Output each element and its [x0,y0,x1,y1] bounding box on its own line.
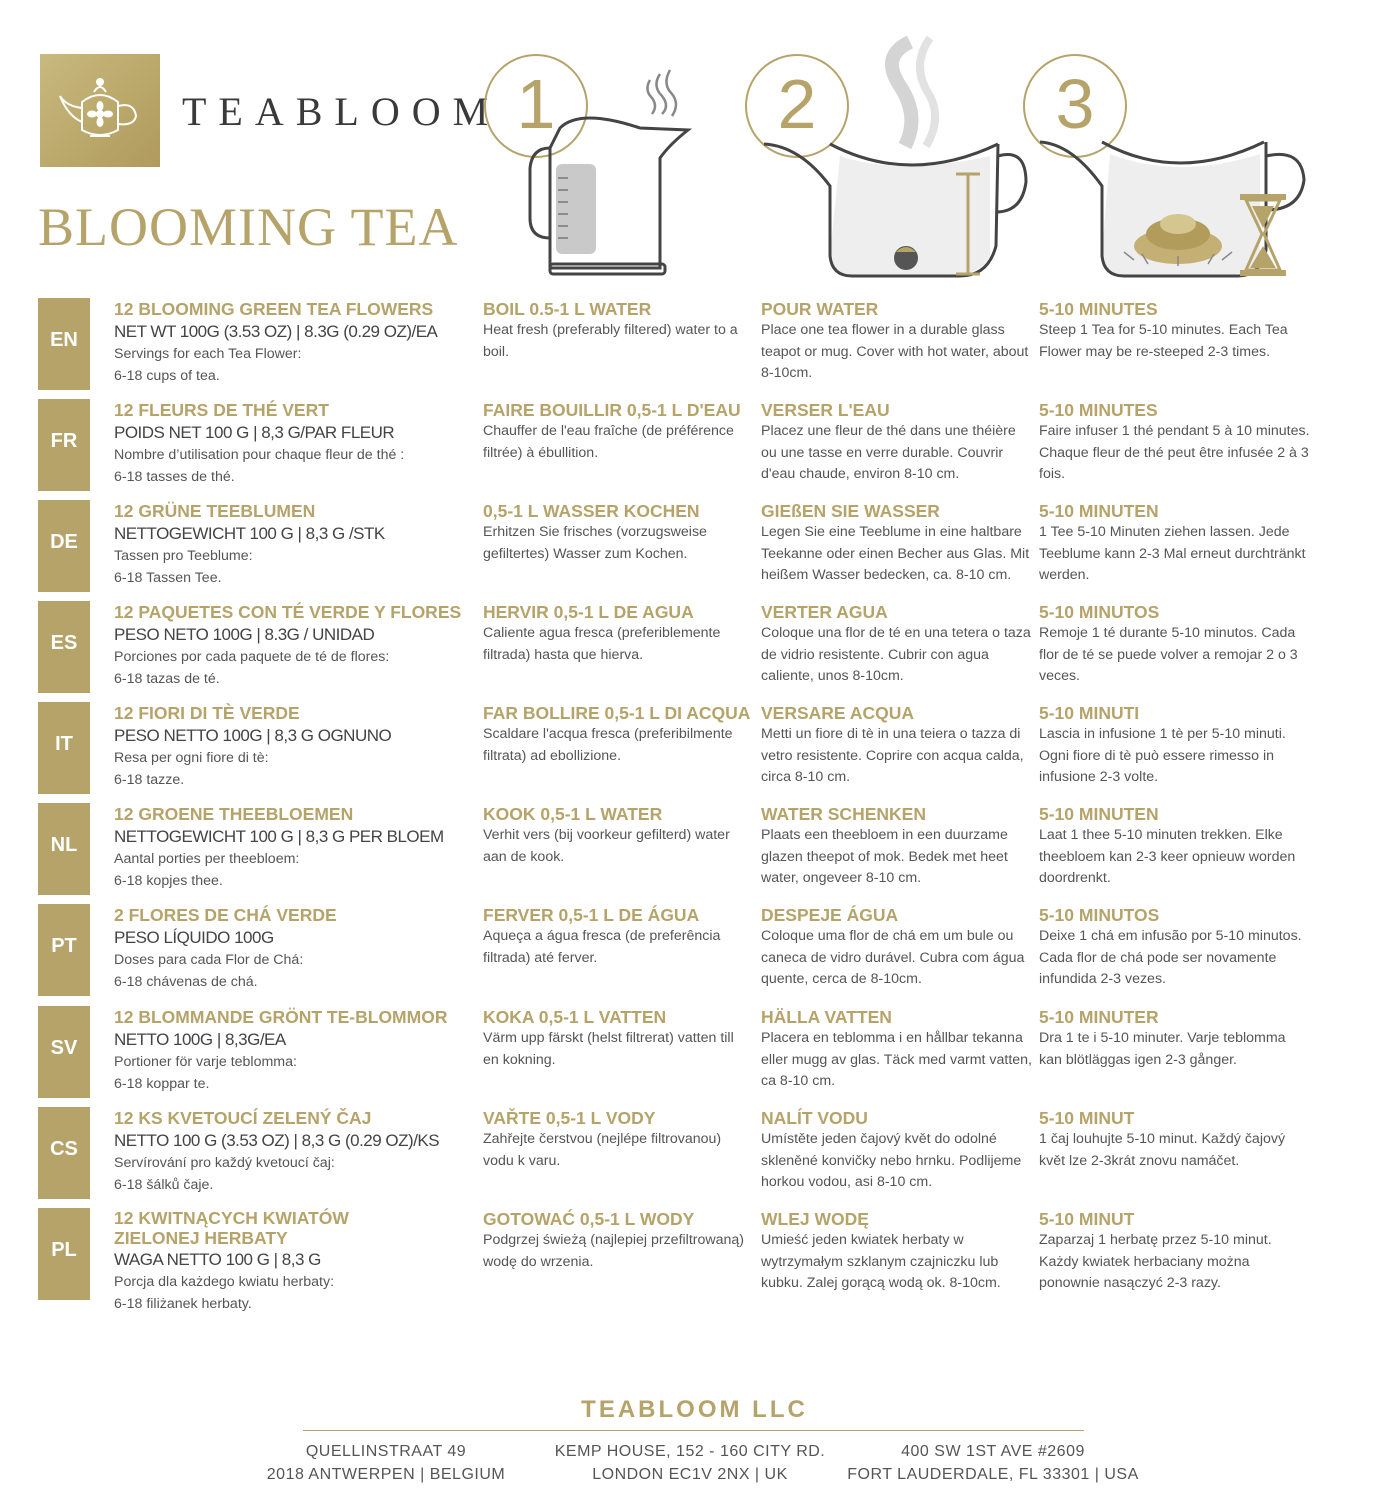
product-name: 2 FLORES DE CHÁ VERDE [114,905,337,925]
step-3-title: 5-10 MINUTES [1039,299,1158,319]
servings-label: Aantal porties per theebloem: [114,851,300,867]
step-1-cell [483,1006,753,1071]
net-weight: NETTO 100G | 8,3G/EA [114,1030,286,1049]
step-3-text: Steep 1 Tea for 5-10 minutes. Each Tea Flower may be re-steeped 2-3 times. [1039,322,1288,360]
address-line-1: KEMP HOUSE, 152 - 160 CITY RD. [554,1443,826,1460]
step-2-text: Umieść jeden kwiatek herbaty w wytrzymałym szklanym czajniczku lub kubku. Zalej gorącą wodą ok. 8-10cm. [761,1232,1001,1291]
row-it [0,702,1389,803]
product-info [114,399,464,488]
teapot-pour-icon [760,36,1030,281]
footer-divider [303,1430,1084,1431]
address-uk [540,1440,840,1486]
product-info [114,601,464,690]
net-weight: WAGA NETTO 100 G | 8,3 G [114,1250,321,1269]
servings-value: 6-18 chávenas de chá. [114,973,258,990]
step-2-cell [761,904,1033,991]
step-3-cell [1039,1107,1311,1172]
servings-label: Porcja dla każdego kwiatu herbaty: [114,1274,335,1290]
servings-label: Porciones por cada paquete de té de flores: [114,649,390,665]
step-3-cell [1039,601,1311,688]
teapot-logo-icon [54,72,146,148]
kettle-icon [520,68,695,283]
step-3-cell [1039,702,1311,789]
step-2-title: VERTER AGUA [761,602,888,622]
row-es [0,601,1389,702]
step-1-cell [483,298,753,363]
product-name: 12 PAQUETES CON TÉ VERDE Y FLORES [114,602,462,622]
step-2-text: Metti un fiore di tè in una teiera o tazza di vetro resistente. Coprire con acqua calda, circa 8-10 cm. [761,726,1024,785]
lang-badge [38,803,90,895]
step-2-text: Place one tea flower in a durable glass teapot or mug. Cover with hot water, about 8-10cm. [761,322,1029,381]
step-2-title: GIEßEN SIE WASSER [761,501,940,521]
lang-code: NL [50,834,78,856]
product-info [114,904,464,993]
net-weight: PESO NETTO 100G | 8,3 G OGNUNO [114,726,392,745]
step-3-cell [1039,500,1311,587]
step-1-title: VAŘTE 0,5-1 L VODY [483,1108,656,1128]
row-sv [0,1006,1389,1107]
lang-badge [38,298,90,390]
step-2-cell [761,1107,1033,1194]
step-2-title: HÄLLA VATTEN [761,1007,892,1027]
step-3-cell [1039,803,1311,890]
product-info [114,803,464,892]
step-2-title: NALÍT VODU [761,1108,868,1128]
servings-value: 6-18 koppar te. [114,1075,210,1092]
product-info [114,1006,464,1095]
product-name: 12 KWITNĄCYCH KWIATÓW ZIELONEJ HERBATY [114,1208,349,1248]
step-2-text: Umístěte jeden čajový květ do odolné skleněné konvičky nebo hrnku. Podlijeme horkou vodou, asi 8-10 cm. [761,1131,1022,1190]
step-2-number: 2 [777,65,817,143]
servings-value: 6-18 kopjes thee. [114,872,223,889]
step-1-cell [483,803,753,868]
step-1-text: Chauffer de l'eau fraîche (de préférence filtrée) à ébullition. [483,423,734,461]
product-name: 12 GRÜNE TEEBLUMEN [114,501,316,521]
row-pl [0,1208,1389,1328]
step-2-text: Coloque uma flor de chá em um bule ou caneca de vidro durável. Cubra com água quente, cerca de 8-10cm. [761,928,1025,987]
lang-badge [38,500,90,592]
product-name: 12 BLOOMING GREEN TEA FLOWERS [114,299,434,319]
address-line-1: QUELLINSTRAAT 49 [305,1443,467,1460]
row-fr [0,399,1389,500]
footer-company: TEABLOOM LLC [581,1396,808,1423]
servings-value: 6-18 filiżanek herbaty. [114,1295,252,1312]
lang-code: PT [51,935,77,957]
step-3-title: 5-10 MINUTOS [1039,905,1160,925]
step-3-text: 1 Tee 5-10 Minuten ziehen lassen. Jede Teeblume kann 2-3 Mal erneut durchtränkt werden. [1039,524,1306,583]
product-name: 12 BLOMMANDE GRÖNT TE-BLOMMOR [114,1007,448,1027]
step-3-number: 3 [1055,65,1095,143]
step-1-text: Verhit vers (bij voorkeur gefilterd) water aan de kook. [483,827,730,865]
step-1-cell [483,399,753,464]
product-info [114,702,464,791]
step-1-cell [483,702,753,767]
address-line-1: 400 SW 1ST AVE #2609 [901,1443,1085,1460]
address-line-2: 2018 ANTWERPEN | BELGIUM [266,1466,506,1483]
step-1-title: KOOK 0,5-1 L WATER [483,804,663,824]
step-3-cell [1039,399,1311,486]
step-2-cell [761,1006,1033,1093]
lang-badge [38,1208,90,1300]
product-name: 12 KS KVETOUCÍ ZELENÝ ČAJ [114,1108,372,1128]
net-weight: PESO LÍQUIDO 100G [114,928,274,947]
lang-code: CS [50,1138,78,1160]
step-1-text: Aqueça a água fresca (de preferência filtrada) até ferver. [483,928,721,966]
step-2-text: Plaats een theebloem in een duurzame glazen theepot of mok. Bedek met heet water, ongeveer 8-10 cm. [761,827,1008,886]
product-info [114,1208,464,1315]
lang-code: ES [50,632,78,654]
net-weight: NETTOGEWICHT 100 G | 8,3 G /STK [114,524,385,543]
step-2-text: Placera en teblomma i en hållbar tekanna eller mugg av glas. Täck med varmt vatten, ca 8-10 cm. [761,1030,1032,1089]
step-3-title: 5-10 MINUTER [1039,1007,1159,1027]
step-3-text: Laat 1 thee 5-10 minuten trekken. Elke theebloem kan 2-3 keer opnieuw worden doordrenkt. [1039,827,1296,886]
lang-badge [38,1006,90,1098]
step-2-cell [761,702,1033,789]
lang-code: EN [50,329,78,351]
step-2-title: VERSARE ACQUA [761,703,914,723]
servings-label: Servírování pro každý kvetoucí čaj: [114,1155,335,1171]
step-1-title: FAIRE BOUILLIR 0,5-1 L D'EAU [483,400,741,420]
product-info [114,298,464,387]
step-1-title: 0,5-1 L WASSER KOCHEN [483,501,700,521]
step-2-text: Legen Sie eine Teeblume in eine haltbare Teekanne oder einen Becher aus Glas. Mit heißem Wasser bedecken, ca. 8-10 cm. [761,524,1030,583]
step-3-cell [1039,298,1311,363]
row-en [0,298,1389,399]
step-3-title: 5-10 MINUTOS [1039,602,1160,622]
product-name: 12 FIORI DI TÈ VERDE [114,703,300,723]
step-2-title: POUR WATER [761,299,879,319]
servings-value: 6-18 tazze. [114,771,185,788]
address-belgium [236,1440,536,1486]
servings-value: 6-18 šálků čaje. [114,1176,214,1193]
servings-value: 6-18 tasses de thé. [114,468,235,485]
servings-label: Servings for each Tea Flower: [114,346,302,362]
lang-code: IT [55,733,73,755]
step-3-cell [1039,1006,1311,1071]
step-1-text: Erhitzen Sie frisches (vorzugsweise gefiltertes) Wasser zum Kochen. [483,524,707,562]
lang-code: DE [50,531,78,553]
row-nl [0,803,1389,904]
step-1-title: GOTOWAĆ 0,5-1 L WODY [483,1209,695,1229]
brand-name: TEABLOOM [182,89,501,134]
product-name: 12 GROENE THEEBLOEMEN [114,804,354,824]
step-2-text: Placez une fleur de thé dans une théière ou une tasse en verre durable. Couvrir d'eau chaude, environ 8-10 cm. [761,423,1016,482]
net-weight: NETTOGEWICHT 100 G | 8,3 G PER BLOEM [114,827,444,846]
product-info [114,1107,464,1196]
servings-label: Nombre d’utilisation pour chaque fleur de thé : [114,447,405,463]
step-3-text: 1 čaj louhujte 5-10 minut. Každý čajový květ lze 2-3krát znovu namáčet. [1039,1131,1286,1169]
step-1-text: Caliente agua fresca (preferiblemente filtrada) hasta que hierva. [483,625,721,663]
net-weight: POIDS NET 100 G | 8,3 G/PAR FLEUR [114,423,395,442]
step-1-cell [483,904,753,969]
row-pt [0,904,1389,1005]
step-3-title: 5-10 MINUTI [1039,703,1140,723]
step-2-cell [761,1208,1033,1295]
lang-code: PL [51,1239,77,1261]
product-info [114,500,464,589]
lang-badge [38,1107,90,1199]
step-2-title: WLEJ WODĘ [761,1209,869,1229]
step-3-cell [1039,904,1311,991]
product-title: BLOOMING TEA [38,197,459,257]
step-3-text: Remoje 1 té durante 5-10 minutos. Cada flor de té se puede volver a remojar 2 o 3 veces. [1039,625,1298,684]
step-2-cell [761,803,1033,890]
address-line-2: FORT LAUDERDALE, FL 33301 | USA [847,1466,1139,1483]
net-weight: NETTO 100 G (3.53 OZ) | 8,3 G (0.29 OZ)/KS [114,1131,440,1150]
net-weight: NET WT 100G (3.53 OZ) | 8.3G (0.29 OZ)/EA [114,322,438,341]
servings-label: Doses para cada Flor de Chá: [114,952,304,968]
step-2-title: VERSER L'EAU [761,400,890,420]
step-1-number: 1 [516,65,556,143]
step-2-text: Coloque una flor de té en una tetera o taza de vidrio resistente. Cubrir con agua caliente, unos 8-10cm. [761,625,1031,684]
step-2-cell [761,601,1033,688]
step-1-title: BOIL 0.5-1 L WATER [483,299,652,319]
step-3-text: Zaparzaj 1 herbatę przez 5-10 minut. Każdy kwiatek herbaciany można ponownie nasączyć 2-3 razy. [1039,1232,1272,1291]
row-de [0,500,1389,601]
servings-value: 6-18 Tassen Tee. [114,569,222,586]
step-1-text: Värm upp färskt (helst filtrerat) vatten till en kokning. [483,1030,734,1068]
step-2-cell [761,500,1033,587]
lang-code: SV [50,1037,78,1059]
step-3-text: Faire infuser 1 thé pendant 5 à 10 minutes. Chaque fleur de thé peut être infusée 2 à 3 fois. [1039,423,1310,482]
step-1-text: Podgrzej świeżą (najlepiej przefiltrowaną) wodę do wrzenia. [483,1232,745,1270]
step-1-title: KOKA 0,5-1 L VATTEN [483,1007,667,1027]
step-3-text: Lascia in infusione 1 tè per 5-10 minuti. Ogni fiore di tè può essere rimesso in infusione 2-3 volte. [1039,726,1286,785]
brand-logo [40,54,160,167]
servings-label: Portioner för varje teblomma: [114,1054,297,1070]
step-3-title: 5-10 MINUTEN [1039,501,1159,521]
step-1-title: FERVER 0,5-1 L DE ÁGUA [483,905,700,925]
servings-value: 6-18 tazas de té. [114,670,220,687]
step-1-cell [483,500,753,565]
step-2-cell [761,399,1033,486]
step-1-title: FAR BOLLIRE 0,5-1 L DI ACQUA [483,703,751,723]
address-line-2: LONDON EC1V 2NX | UK [592,1466,788,1483]
address-usa [835,1440,1151,1486]
step-1-text: Heat fresh (preferably filtered) water to a boil. [483,322,738,360]
step-1-cell [483,1208,753,1273]
lang-badge [38,399,90,491]
step-1-cell [483,601,753,666]
step-2-title: DESPEJE ÁGUA [761,905,899,925]
step-3-title: 5-10 MINUTEN [1039,804,1159,824]
step-3-title: 5-10 MINUTES [1039,400,1158,420]
step-3-title: 5-10 MINUT [1039,1108,1135,1128]
lang-code: FR [50,430,78,452]
step-3-title: 5-10 MINUT [1039,1209,1135,1229]
step-1-title: HERVIR 0,5-1 L DE AGUA [483,602,694,622]
step-3-text: Dra 1 te i 5-10 minuter. Varje teblomma kan blötläggas igen 2-3 gånger. [1039,1030,1286,1068]
lang-badge [38,904,90,996]
product-name: 12 FLEURS DE THÉ VERT [114,400,329,420]
lang-badge [38,702,90,794]
servings-label: Tassen pro Teeblume: [114,548,253,564]
step-3-text: Deixe 1 chá em infusão por 5-10 minutos. Cada flor de chá pode ser novamente infundida 2-3 vezes. [1039,928,1302,987]
step-2-title: WATER SCHENKEN [761,804,926,824]
row-cs [0,1107,1389,1208]
step-1-text: Zahřejte čerstvou (nejlépe filtrovanou) vodu k varu. [483,1131,722,1169]
step-2-cell [761,298,1033,385]
servings-label: Resa per ogni fiore di tè: [114,750,269,766]
net-weight: PESO NETO 100G | 8.3G / UNIDAD [114,625,375,644]
servings-value: 6-18 cups of tea. [114,367,220,384]
lang-badge [38,601,90,693]
step-1-cell [483,1107,753,1172]
teapot-steep-icon [1038,130,1310,280]
step-1-text: Scaldare l'acqua fresca (preferibilmente filtrata) ad ebollizione. [483,726,733,764]
step-3-cell [1039,1208,1311,1295]
